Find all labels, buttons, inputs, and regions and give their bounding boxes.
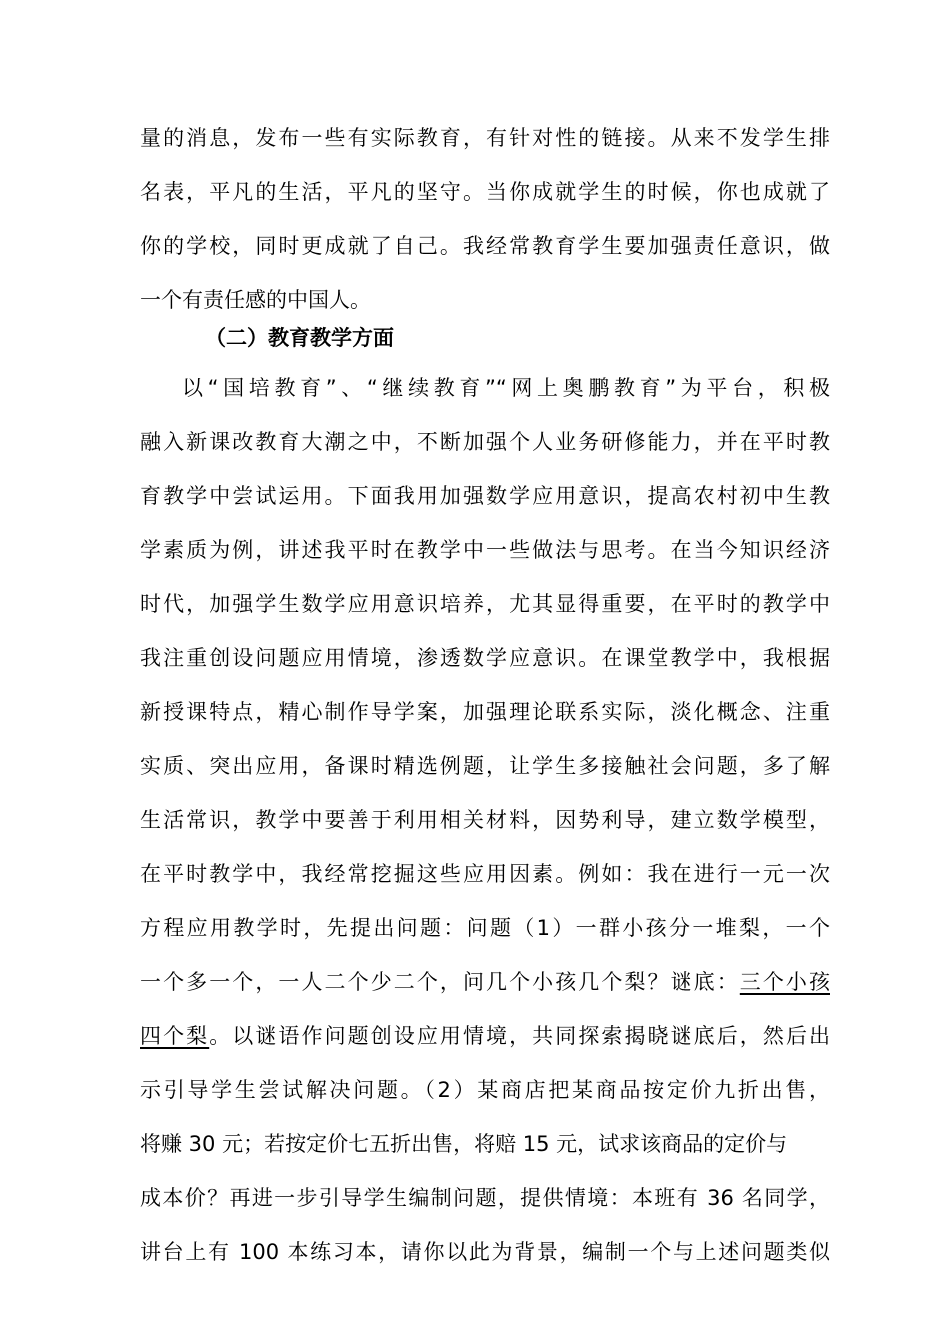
paragraph-line: 成本价？再进一步引导学生编制问题，提供情境：本班有 36 名同学， [140,1186,830,1210]
paragraph-line: 你的学校，同时更成就了自己。我经常教育学生要加强责任意识，做 [140,234,830,258]
paragraph-line [140,962,830,1002]
paragraph-line: 将赚 30 元；若按定价七五折出售，将赔 15 元，试求该商品的定价与 [140,1132,788,1156]
paragraph-line [140,1016,830,1056]
riddle-answer-underlined: 三个小孩 [739,970,830,994]
paragraph-line: 我注重创设问题应用情境，渗透数学应意识。在课堂教学中，我根据 [140,646,830,670]
paragraph-line: 学素质为例，讲述我平时在教学中一些做法与思考。在当今知识经济 [140,538,830,562]
paragraph-line: 实质、突出应用，备课时精选例题，让学生多接触社会问题，多了解 [140,754,830,778]
line-text: 一个多一个，一人二个少二个，问几个小孩几个梨？谜底： [140,970,740,994]
paragraph-line: 在平时教学中，我经常挖掘这些应用因素。例如：我在进行一元一次 [140,862,830,886]
riddle-answer-underlined: 四个梨 [140,1024,210,1048]
paragraph-line: 名表，平凡的生活，平凡的坚守。当你成就学生的时候，你也成就了 [140,180,830,204]
paragraph-line: 方程应用教学时，先提出问题：问题（1）一群小孩分一堆梨，一个 [140,916,830,940]
paragraph-line: 示引导学生尝试解决问题。（2）某商店把某商品按定价九折出售， [140,1078,830,1102]
paragraph-line: 时代，加强学生数学应用意识培养，尤其显得重要，在平时的教学中 [140,592,830,616]
paragraph-line: 以“国培教育”、“继续教育”“网上奥鹏教育”为平台，积极 [182,376,830,400]
paragraph-line: 新授课特点，精心制作导学案，加强理论联系实际，淡化概念、注重 [140,700,830,724]
paragraph-line: 融入新课改教育大潮之中，不断加强个人业务研修能力，并在平时教 [140,430,830,454]
paragraph-line: 一个有责任感的中国人。 [140,288,371,312]
paragraph-line: 育教学中尝试运用。下面我用加强数学应用意识，提高农村初中生教 [140,484,830,508]
paragraph-line: 量的消息，发布一些有实际教育，有针对性的链接。从来不发学生排 [140,126,830,150]
paragraph-line: 讲台上有 100 本练习本，请你以此为背景，编制一个与上述问题类似 [140,1240,830,1264]
line-text: 。以谜语作问题创设应用情境，共同探索揭晓谜底后，然后出 [209,1024,830,1048]
paragraph-line: 生活常识，教学中要善于利用相关材料，因势利导，建立数学模型， [140,808,830,832]
section-heading: （二）教育教学方面 [205,326,394,350]
